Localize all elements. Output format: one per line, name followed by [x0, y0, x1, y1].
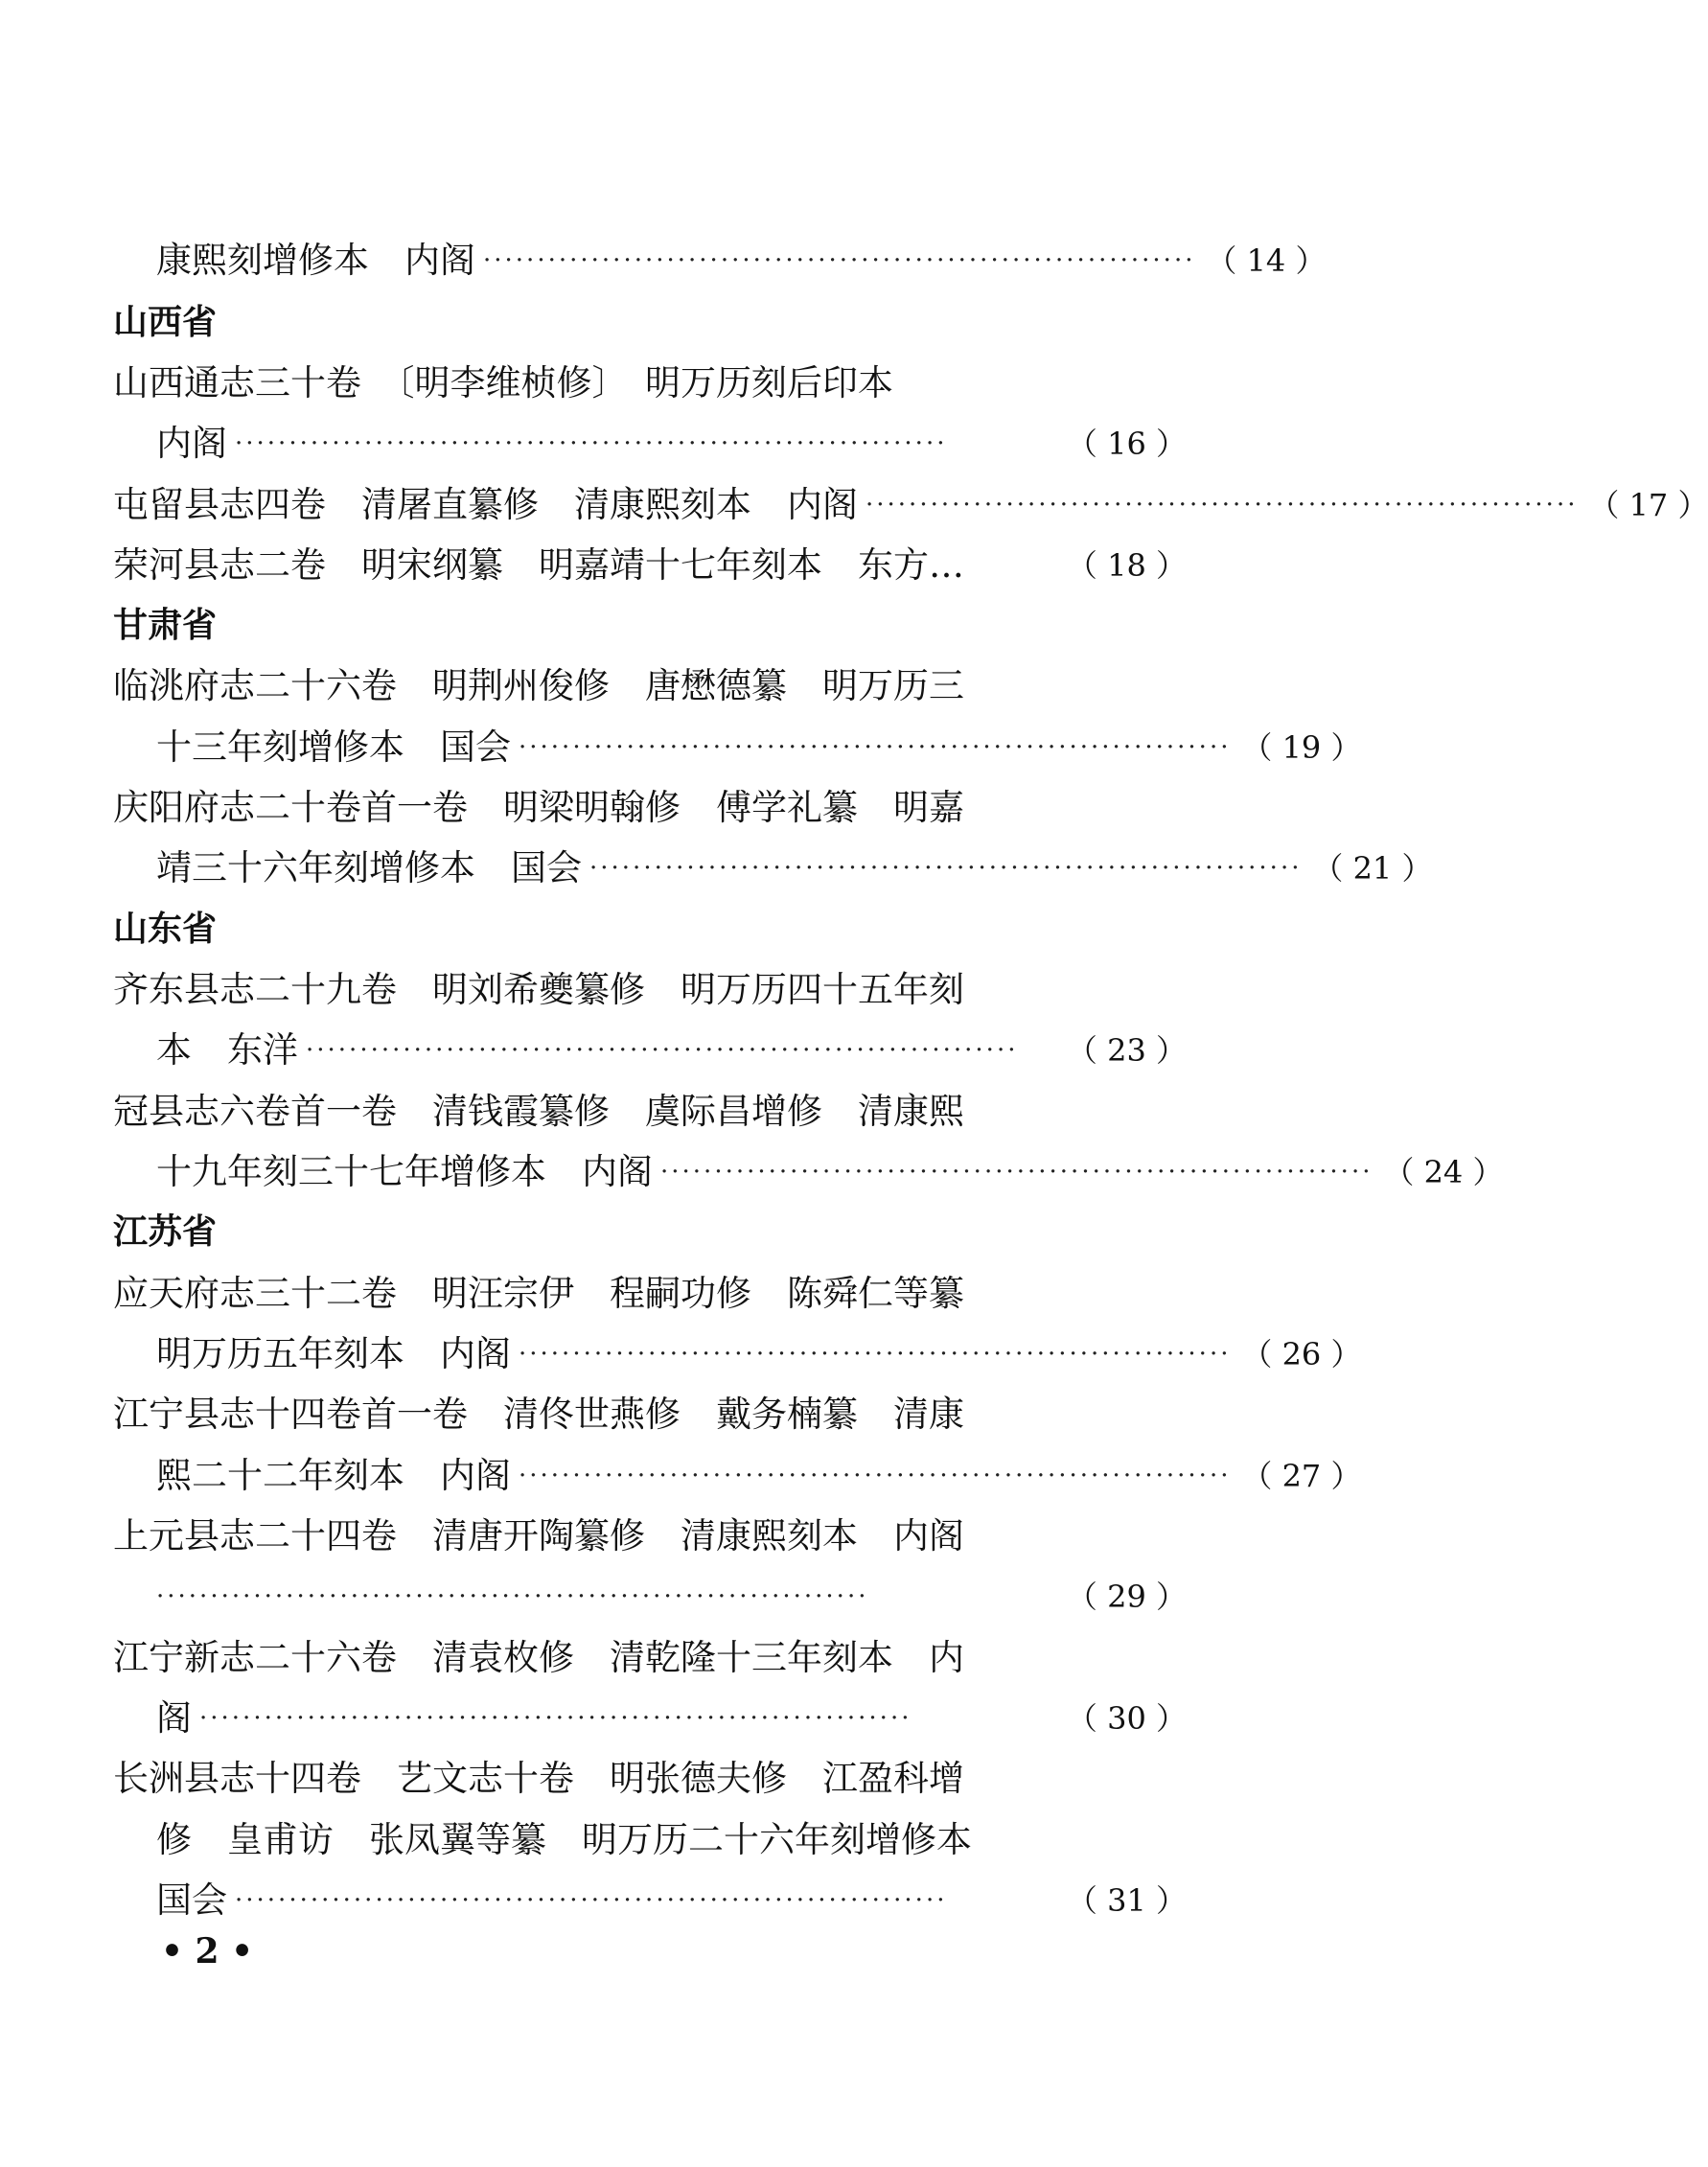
dot-leader: ·································································· [660, 1158, 1373, 1187]
toc-entry [156, 722, 1362, 773]
entry-text: 荣河县志二卷 明宋纲纂 明嘉靖十七年刻本 东方… [113, 544, 964, 586]
toc-entry-text: 应天府志三十二卷 明汪宗伊 程嗣功修 陈舜仁等纂 [113, 1273, 964, 1314]
dot-leader: ·································································· [483, 246, 1196, 275]
toc-entry-text: 临洮府志二十六卷 明荆州俊修 唐懋德纂 明万历三 [113, 665, 964, 706]
toc-entry [156, 418, 1187, 470]
toc-entry [156, 235, 1327, 287]
section-heading: 山东省 [113, 910, 218, 949]
toc-entry [156, 1450, 1362, 1502]
toc-entry [156, 1025, 1187, 1076]
entry-page: （ 19 ） [1241, 729, 1362, 766]
entry-page: （ 31 ） [1066, 1882, 1187, 1919]
entry-text: 靖三十六年刻增修本 国会 [156, 847, 582, 888]
page-number: • 2 • [161, 1931, 254, 1971]
dot-leader: ·································································· [235, 1886, 948, 1915]
toc-entry-text: 庆阳府志二十卷首一卷 明梁明翰修 傅学礼纂 明嘉 [113, 787, 964, 828]
toc-entry-text: 上元县志二十四卷 清唐开陶纂修 清康熙刻本 内阁 [113, 1515, 964, 1556]
dot-leader: ·································································· [589, 854, 1303, 883]
entry-text: 明万历五年刻本 内阁 [156, 1333, 511, 1374]
entry-page: （ 26 ） [1241, 1336, 1362, 1372]
dot-leader: ·································································· [866, 491, 1579, 519]
entry-page: （ 29 ） [1066, 1579, 1187, 1615]
entry-page: （ 18 ） [1066, 547, 1187, 584]
entry-text: 国会 [156, 1879, 227, 1921]
dot-leader: ·································································· [199, 1704, 912, 1733]
dot-leader: ·································································· [519, 1462, 1232, 1490]
toc-entry-text: 江宁新志二十六卷 清袁枚修 清乾隆十三年刻本 内 [113, 1637, 964, 1678]
toc-entry [113, 479, 1708, 531]
entry-page: （ 16 ） [1066, 426, 1187, 462]
section-heading: 甘肃省 [113, 606, 218, 645]
entry-page: （ 14 ） [1206, 242, 1327, 279]
entry-page: （ 23 ） [1066, 1032, 1187, 1069]
entry-page: （ 24 ） [1383, 1154, 1504, 1190]
toc-entry [113, 540, 1187, 591]
entry-page: （ 17 ） [1588, 487, 1708, 523]
entry-text: 屯留县志四卷 清屠直纂修 清康熙刻本 内阁 [113, 484, 858, 525]
dot-leader: ·································································· [519, 733, 1232, 762]
toc-entry [156, 1328, 1362, 1380]
entry-text: 康熙刻增修本 内阁 [156, 240, 475, 281]
entry-text: 十三年刻增修本 国会 [156, 726, 511, 768]
entry-text: 十九年刻三十七年增修本 内阁 [156, 1151, 653, 1192]
entry-text: 本 东洋 [156, 1029, 298, 1071]
entry-page: （ 30 ） [1066, 1700, 1187, 1737]
entry-text: 熙二十二年刻本 内阁 [156, 1455, 511, 1496]
section-heading: 山西省 [113, 303, 218, 342]
dot-leader: ·································································· [235, 429, 948, 458]
toc-entry-text: 长洲县志十四卷 艺文志十卷 明张德夫修 江盈科增 [113, 1758, 964, 1799]
toc-entry [156, 1875, 1187, 1926]
entry-text: 阁 [156, 1697, 192, 1739]
toc-entry [156, 1693, 1187, 1744]
dot-leader: ·································································· [306, 1036, 1019, 1065]
toc-entry [156, 842, 1433, 894]
entry-text: 内阁 [156, 423, 227, 464]
section-heading: 江苏省 [113, 1212, 218, 1252]
toc-entry-text: 江宁县志十四卷首一卷 清佟世燕修 戴务楠纂 清康 [113, 1394, 964, 1435]
toc-entry-text: 齐东县志二十九卷 明刘希夔纂修 明万历四十五年刻 [113, 969, 964, 1010]
toc-entry [156, 1571, 1187, 1623]
entry-page: （ 21 ） [1312, 850, 1433, 887]
toc-entry-text: 山西通志三十卷 〔明李维桢修〕 明万历刻后印本 [113, 362, 893, 403]
toc-entry-text: 修 皇甫访 张凤翼等纂 明万历二十六年刻增修本 [156, 1819, 972, 1860]
dot-leader: ·································································· [519, 1340, 1232, 1369]
toc-entry-text: 冠县志六卷首一卷 清钱霞纂修 虞际昌增修 清康熙 [113, 1091, 964, 1132]
entry-page: （ 27 ） [1241, 1458, 1362, 1494]
toc-entry [156, 1146, 1504, 1198]
dot-leader: ·································································· [156, 1582, 869, 1611]
